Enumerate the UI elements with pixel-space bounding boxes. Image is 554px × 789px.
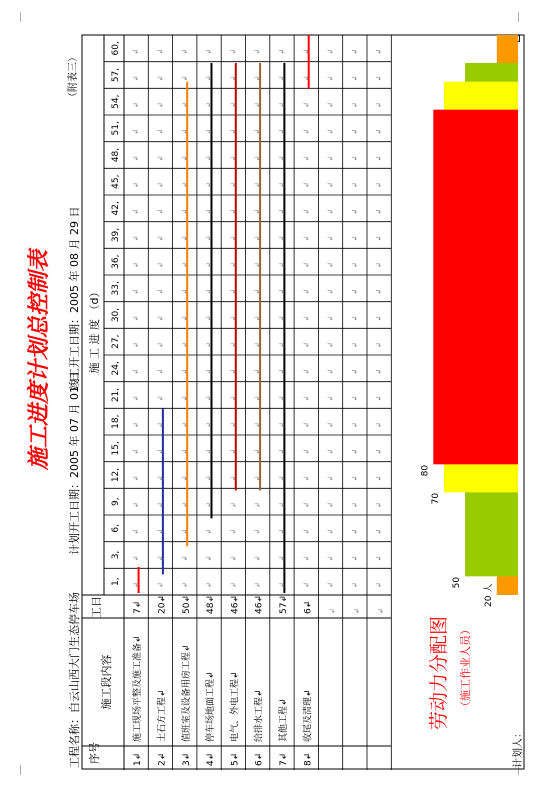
cell-mark: ↲ [375,422,384,428]
cell-mark: ↲ [132,102,141,108]
cell-mark: ↲ [229,102,238,108]
cell-mark: ↲ [253,422,262,428]
cell-mark: ↲ [132,448,141,455]
task-name: 电气、外电工程↲ [230,671,241,742]
cell-mark: ↲ [132,582,141,588]
day-header-label: 60, [111,41,121,56]
cell-mark: ↲ [132,128,141,135]
labor-chart-title: 劳动力分配图 [428,615,450,730]
cell-mark: ↲ [302,475,311,482]
task-name: 值班室及设备用房工程↲ [181,644,192,742]
cell-mark: ↲ [180,528,189,535]
cell-mark: ↲ [326,262,335,268]
cell-mark: ↲ [375,128,384,135]
cell-mark: ↲ [375,555,384,562]
cell-mark: ↲ [350,262,359,268]
cell-mark: ↲ [132,395,141,402]
cell-mark: ↲ [156,102,165,108]
cell-mark: ↲ [277,208,286,215]
cell-mark: ↲ [229,288,238,295]
cell-mark: ↲ [277,182,286,188]
cell-mark: ↲ [375,102,384,108]
cell-mark: ↲ [132,368,141,375]
cell-mark: ↲ [156,502,165,508]
appendix-label: （附表三） [68,52,79,102]
day-header-label: 3, [111,550,121,560]
day-header-label: 30, [111,307,121,323]
cell-mark: ↲ [375,395,384,402]
cell-mark: ↲ [277,448,286,455]
day-header-label: 57, [111,67,121,83]
cell-mark: ↲ [132,75,141,82]
cell-mark: ↲ [205,262,214,268]
cell-mark: ↲ [350,502,359,508]
day-header-label: 15, [111,441,121,456]
cell-mark: ↲ [229,502,238,508]
cell-mark: ↲ [375,288,384,295]
cell-mark: ↲ [180,475,189,482]
cell-mark: ↲ [205,128,214,135]
cell-mark: ↲ [229,342,238,348]
day-header-label: 12, [111,467,121,483]
task-workdays: 7↲ [133,600,144,614]
task-workdays: 46↲ [230,595,241,614]
cell-mark: ↲ [156,235,165,242]
cell-mark: ↲ [205,155,214,162]
day-header-label: 51, [111,121,121,136]
cell-mark: ↲ [328,608,337,614]
cell-mark: ↲ [156,555,165,562]
task-workdays: 46↲ [254,595,265,614]
cell-mark: ↲ [375,502,384,508]
cell-mark: ↲ [205,182,214,188]
cell-mark: ↲ [350,182,359,188]
cell-mark: ↲ [326,102,335,108]
cell-mark: ↲ [326,502,335,508]
task-workdays: 6↲ [303,600,314,614]
cell-mark: ↲ [375,75,384,82]
cell-mark: ↲ [302,182,311,188]
cell-mark: ↲ [180,102,189,108]
cell-mark: ↲ [253,182,262,188]
cell-mark: ↲ [302,208,311,215]
cell-mark: ↲ [229,448,238,455]
task-name: 收尾及清理↲ [303,689,314,742]
cell-mark: ↲ [180,555,189,562]
cell-mark: ↲ [350,528,359,535]
labor-chart-subtitle: （施工作业人员） [459,624,472,712]
cell-mark: ↲ [277,75,286,82]
cell-mark: ↲ [205,422,214,428]
task-workdays: 20↲ [157,595,168,614]
cell-mark: ↲ [156,155,165,162]
cell-mark: ↲ [229,395,238,402]
cell-mark: ↲ [205,582,214,588]
cell-mark: ↲ [326,342,335,348]
cell-mark: ↲ [132,155,141,162]
cell-mark: ↲ [302,235,311,242]
cell-mark: ↲ [229,475,238,482]
labor-value-label: 70 [430,492,441,505]
cell-mark: ↲ [205,48,214,55]
cell-mark: ↲ [277,555,286,562]
cell-mark: ↲ [229,182,238,188]
cell-mark: ↲ [253,555,262,562]
header-workdays: 工日 [90,596,103,618]
cell-mark: ↲ [277,262,286,268]
cell-mark: ↲ [277,342,286,348]
cell-mark: ↲ [326,288,335,295]
task-name: 施工现场平整及施工准备↲ [133,635,144,742]
cell-mark: ↲ [253,102,262,108]
cell-mark: ↲ [205,315,214,322]
cell-mark: ↲ [375,528,384,535]
cell-mark: ↲ [229,155,238,162]
cell-mark: ↲ [180,75,189,82]
cell-mark: ↲ [375,208,384,215]
cell-mark: ↲ [350,448,359,455]
day-header-label: 54, [111,94,121,109]
cell-mark: ↲ [205,368,214,375]
labor-bar [433,110,518,465]
cell-mark: ↲ [205,528,214,535]
cell-mark: ↲ [302,422,311,428]
cell-mark: ↲ [180,342,189,348]
cell-mark: ↲ [132,422,141,428]
cell-mark: ↲ [350,155,359,162]
cell-mark: ↲ [156,448,165,455]
cell-mark: ↲ [253,75,262,82]
cell-mark: ↲ [180,288,189,295]
cell-mark: ↲ [375,182,384,188]
cell-mark: ↲ [132,48,141,55]
cell-mark: ↲ [253,48,262,55]
cell-mark: ↲ [229,555,238,562]
cell-mark: ↲ [302,528,311,535]
cell-mark: ↲ [326,475,335,482]
cell-mark: ↲ [229,368,238,375]
cell-mark: ↲ [375,342,384,348]
cell-mark: ↲ [132,288,141,295]
cell-mark: ↲ [132,555,141,562]
plan-start-date: 计划开工日期：2005 年 07 月 01 日 [68,371,81,555]
cell-mark: ↲ [180,315,189,322]
cell-mark: ↲ [326,395,335,402]
task-seq: 2↲ [157,752,168,766]
cell-mark: ↲ [253,475,262,482]
cell-mark: ↲ [350,48,359,55]
cell-mark: ↲ [156,422,165,428]
cell-mark: ↲ [205,208,214,215]
cell-mark: ↲ [326,528,335,535]
cell-mark: ↲ [277,155,286,162]
cell-mark: ↲ [180,262,189,268]
cell-mark: ↲ [352,608,361,614]
cell-mark: ↲ [350,75,359,82]
day-header-label: 27, [111,334,121,349]
labor-value-label: 20 人 [483,583,494,607]
cell-mark: ↲ [253,155,262,162]
task-name: 其他工程↲ [278,698,289,742]
cell-mark: ↲ [156,208,165,215]
cell-mark: ↲ [277,395,286,402]
header-progress: 施 工 进 度 （d） [88,286,101,374]
cell-mark: ↲ [253,528,262,535]
cell-mark: ↲ [302,448,311,455]
cell-mark: ↲ [253,315,262,322]
cell-mark: ↲ [132,208,141,215]
cell-mark: ↲ [156,315,165,322]
task-name: 土石方工程↲ [157,689,168,742]
cell-mark: ↲ [302,75,311,82]
cell-mark: ↲ [132,342,141,348]
cell-mark: ↲ [229,262,238,268]
cell-mark: ↲ [229,48,238,55]
cell-mark: ↲ [156,75,165,82]
cell-mark: ↲ [302,288,311,295]
task-seq: 5↲ [230,752,241,766]
labor-value-label: 80 [420,464,431,477]
cell-mark: ↲ [229,208,238,215]
cell-mark: ↲ [350,128,359,135]
cell-mark: ↲ [277,235,286,242]
task-seq: 4↲ [206,752,217,766]
cell-mark: ↲ [180,155,189,162]
cell-mark: ↲ [350,102,359,108]
cell-mark: ↲ [350,475,359,482]
cell-mark: ↲ [229,75,238,82]
cell-mark: ↲ [132,262,141,268]
cell-mark: ↲ [205,475,214,482]
task-workdays: 57↲ [278,595,289,614]
cell-mark: ↲ [229,315,238,322]
schedule-sheet [20,20,525,770]
cell-mark: ↲ [326,208,335,215]
cell-mark: ↲ [326,235,335,242]
cell-mark: ↲ [180,48,189,55]
cell-mark: ↲ [205,395,214,402]
cell-mark: ↲ [326,128,335,135]
cell-mark: ↲ [350,368,359,375]
cell-mark: ↲ [277,475,286,482]
cell-mark: ↲ [277,582,286,588]
day-header-label: 36, [111,254,121,269]
cell-mark: ↲ [156,582,165,588]
cell-mark: ↲ [253,342,262,348]
cell-mark: ↲ [132,475,141,482]
planner-label: 计划人： [513,728,524,768]
cell-mark: ↲ [156,395,165,402]
cell-mark: ↲ [302,155,311,162]
cell-mark: ↲ [205,502,214,508]
cell-mark: ↲ [377,608,386,614]
cell-mark: ↲ [326,48,335,55]
labor-value-label: 50 [452,576,463,589]
task-name: 停车场地面工程↲ [206,671,217,742]
cell-mark: ↲ [302,48,311,55]
task-workdays: 48↲ [206,595,217,614]
cell-mark: ↲ [156,262,165,268]
cell-mark: ↲ [229,528,238,535]
day-header-label: 45, [111,174,121,189]
day-header-label: 18, [111,414,121,429]
cell-mark: ↲ [205,342,214,348]
cell-mark: ↲ [302,368,311,375]
cell-mark: ↲ [156,288,165,295]
cell-mark: ↲ [180,208,189,215]
cell-mark: ↲ [375,315,384,322]
cell-mark: ↲ [253,368,262,375]
cell-mark: ↲ [180,182,189,188]
cell-mark: ↲ [180,448,189,455]
cell-mark: ↲ [302,395,311,402]
cell-mark: ↲ [253,395,262,402]
cell-mark: ↲ [205,288,214,295]
cell-mark: ↲ [253,128,262,135]
cell-mark: ↲ [253,582,262,588]
day-header-label: 6, [111,524,121,533]
task-seq: 3↲ [181,752,192,766]
task-seq: 8↲ [303,752,314,766]
cell-mark: ↲ [326,315,335,322]
plan-finish-date: 竣工开工日期：2005 年 08 月 29 日 [68,206,81,390]
cell-mark: ↲ [253,502,262,508]
day-header-label: 42, [111,201,121,216]
cell-mark: ↲ [180,582,189,588]
cell-mark: ↲ [180,502,189,508]
cell-mark: ↲ [350,342,359,348]
day-header-label: 24, [111,361,121,376]
cell-mark: ↲ [375,582,384,588]
cell-mark: ↲ [277,368,286,375]
cell-mark: ↲ [132,235,141,242]
cell-mark: ↲ [302,502,311,508]
cell-mark: ↲ [156,475,165,482]
cell-mark: ↲ [302,582,311,588]
cell-mark: ↲ [180,368,189,375]
cell-mark: ↲ [375,262,384,268]
cell-mark: ↲ [132,502,141,508]
cell-mark: ↲ [253,208,262,215]
cell-mark: ↲ [277,315,286,322]
day-header-label: 39, [111,227,121,243]
task-workdays: 50↲ [181,595,192,614]
cell-mark: ↲ [132,315,141,322]
cell-mark: ↲ [375,475,384,482]
cell-mark: ↲ [205,448,214,455]
day-header-label: 1, [111,577,121,586]
cell-mark: ↲ [156,48,165,55]
cell-mark: ↲ [180,422,189,428]
cell-mark: ↲ [156,182,165,188]
cell-mark: ↲ [350,422,359,428]
task-seq: 7↲ [278,752,289,766]
cell-mark: ↲ [302,555,311,562]
cell-mark: ↲ [326,555,335,562]
cell-mark: ↲ [132,528,141,535]
cell-mark: ↲ [302,342,311,348]
cell-mark: ↲ [326,582,335,588]
cell-mark: ↲ [253,288,262,295]
cell-mark: ↲ [229,128,238,135]
task-seq: 6↲ [254,752,265,766]
cell-mark: ↲ [277,48,286,55]
cell-mark: ↲ [350,555,359,562]
header-content: 施工段内容 [100,654,113,710]
cell-mark: ↲ [302,262,311,268]
cell-mark: ↲ [229,582,238,588]
cell-mark: ↲ [156,528,165,535]
cell-mark: ↲ [350,582,359,588]
cell-mark: ↲ [326,422,335,428]
day-header-label: 48, [111,147,121,163]
cell-mark: ↲ [277,528,286,535]
cell-mark: ↲ [350,288,359,295]
cell-mark: ↲ [180,128,189,135]
cell-mark: ↲ [350,235,359,242]
task-seq: 1↲ [133,752,144,766]
cell-mark: ↲ [156,342,165,348]
cell-mark: ↲ [302,128,311,135]
day-header-label: 33, [111,281,121,296]
cell-mark: ↲ [350,395,359,402]
cell-mark: ↲ [375,368,384,375]
cell-mark: ↲ [375,448,384,455]
cell-mark: ↲ [253,235,262,242]
cell-mark: ↲ [205,555,214,562]
cell-mark: ↲ [277,128,286,135]
cell-mark: ↲ [375,155,384,162]
cell-mark: ↲ [350,208,359,215]
cell-mark: ↲ [253,448,262,455]
cell-mark: ↲ [229,235,238,242]
cell-mark: ↲ [229,422,238,428]
task-name: 给排水工程↲ [254,689,265,742]
cell-mark: ↲ [205,75,214,82]
cell-mark: ↲ [180,235,189,242]
cell-mark: ↲ [253,262,262,268]
project-name: 工程名称：白云山西大门生态停车场 [68,592,81,768]
document-title: 施工进度计划总控制表 [26,249,52,470]
cell-mark: ↲ [277,288,286,295]
header-seq: 序号 [88,742,101,764]
day-header-label: 21, [111,387,121,403]
cell-mark: ↲ [277,102,286,108]
cell-mark: ↲ [302,102,311,108]
cell-mark: ↲ [326,368,335,375]
cell-mark: ↲ [350,315,359,322]
cell-mark: ↲ [375,235,384,242]
cell-mark: ↲ [156,368,165,375]
cell-mark: ↲ [302,315,311,322]
cell-mark: ↲ [326,75,335,82]
cell-mark: ↲ [277,422,286,428]
cell-mark: ↲ [277,502,286,508]
cell-mark: ↲ [326,448,335,455]
cell-mark: ↲ [205,235,214,242]
cell-mark: ↲ [375,48,384,55]
day-header-label: 9, [111,497,121,506]
cell-mark: ↲ [132,182,141,188]
cell-mark: ↲ [326,182,335,188]
cell-mark: ↲ [156,128,165,135]
cell-mark: ↲ [326,155,335,162]
cell-mark: ↲ [180,395,189,402]
cell-mark: ↲ [205,102,214,108]
